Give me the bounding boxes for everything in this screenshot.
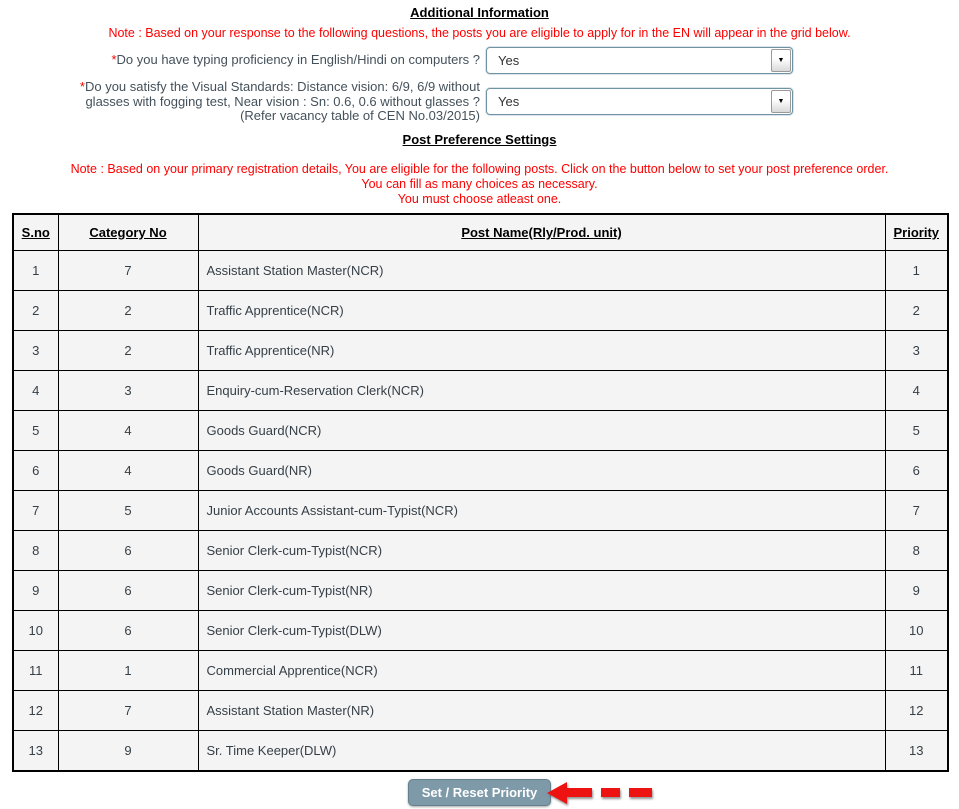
category-cell: 4 (58, 411, 198, 451)
priority-cell: 11 (885, 651, 948, 691)
sno-cell: 9 (13, 571, 58, 611)
post-preference-note-2: You can fill as many choices as necessary. (361, 176, 598, 191)
sno-cell: 7 (13, 491, 58, 531)
priority-cell: 9 (885, 571, 948, 611)
category-cell: 2 (58, 291, 198, 331)
post-name-cell: Enquiry-cum-Reservation Clerk(NCR) (198, 371, 885, 411)
visual-standards-select[interactable] (486, 88, 793, 115)
question-visual-standards-row (12, 80, 947, 124)
header-priority: Priority (885, 214, 948, 251)
category-cell: 5 (58, 491, 198, 531)
post-preference-note-3: You must choose atleast one. (397, 191, 562, 206)
category-cell: 7 (58, 251, 198, 291)
category-cell: 3 (58, 371, 198, 411)
table-row (13, 371, 948, 411)
arrow-dash (629, 788, 652, 797)
table-row (13, 531, 948, 571)
table-row (13, 251, 948, 291)
question-visual-standards-label (12, 80, 480, 124)
category-cell: 6 (58, 611, 198, 651)
priority-cell: 8 (885, 531, 948, 571)
question-typing-proficiency-row (12, 47, 947, 74)
post-name-cell: Goods Guard(NCR) (198, 411, 885, 451)
post-name-cell: Traffic Apprentice(NCR) (198, 291, 885, 331)
table-row (13, 571, 948, 611)
arrow-left-icon (547, 782, 652, 804)
category-cell: 6 (58, 531, 198, 571)
sno-cell: 12 (13, 691, 58, 731)
set-reset-priority-button[interactable]: Set / Reset Priority (408, 779, 552, 806)
question-text-line-1: *Do you satisfy the Visual Standards: Distance vision: 6/9, 6/9 without (79, 79, 480, 94)
priority-cell: 10 (885, 611, 948, 651)
post-name-cell: Sr. Time Keeper(DLW) (198, 731, 885, 771)
sno-cell: 2 (13, 291, 58, 331)
question-text-line-2: glasses with fogging test, Near vision : Sn: 0.6, 0.6 without glasses ? (85, 93, 480, 109)
post-name-cell: Senior Clerk-cum-Typist(DLW) (198, 611, 885, 651)
post-preference-notes (12, 162, 947, 207)
table-row (13, 411, 948, 451)
table-row (13, 451, 948, 491)
question-text: Do you have typing proficiency in English/Hindi on computers ? (116, 52, 480, 68)
arrow-head (547, 782, 567, 804)
category-cell: 7 (58, 691, 198, 731)
post-name-cell: Assistant Station Master(NCR) (198, 251, 885, 291)
typing-proficiency-selected-value: Yes (498, 53, 520, 68)
question-text-line-3: (Refer vacancy table of CEN No.03/2015) (240, 108, 480, 123)
sno-cell: 8 (13, 531, 58, 571)
table-row (13, 611, 948, 651)
sno-cell: 5 (13, 411, 58, 451)
priority-cell: 7 (885, 491, 948, 531)
table-header-row (13, 214, 948, 251)
table-row (13, 731, 948, 771)
category-cell: 4 (58, 451, 198, 491)
sno-cell: 6 (13, 451, 58, 491)
sno-cell: 10 (13, 611, 58, 651)
table-row (13, 691, 948, 731)
sno-cell: 3 (13, 331, 58, 371)
post-name-cell: Senior Clerk-cum-Typist(NCR) (198, 531, 885, 571)
header-sno: S.no (13, 214, 58, 251)
required-asterisk: * (111, 52, 117, 68)
priority-cell: 12 (885, 691, 948, 731)
priority-cell: 6 (885, 451, 948, 491)
post-name-cell: Traffic Apprentice(NR) (198, 331, 885, 371)
post-name-cell: Assistant Station Master(NR) (198, 691, 885, 731)
post-name-cell: Junior Accounts Assistant-cum-Typist(NCR) (198, 491, 885, 531)
button-row (12, 779, 947, 809)
table-row (13, 491, 948, 531)
arrow-bar (567, 788, 592, 797)
category-cell: 1 (58, 651, 198, 691)
priority-cell: 4 (885, 371, 948, 411)
typing-proficiency-select[interactable] (486, 47, 793, 74)
table-row (13, 291, 948, 331)
post-preference-settings-title: Post Preference Settings (402, 131, 557, 147)
additional-information-note: Note : Based on your response to the following questions, the posts you are eligible to apply for in the EN will appear in the grid below. (108, 26, 851, 40)
priority-cell: 3 (885, 331, 948, 371)
sno-cell: 11 (13, 651, 58, 691)
sno-cell: 13 (13, 731, 58, 771)
post-name-cell: Commercial Apprentice(NCR) (198, 651, 885, 691)
page-container (12, 5, 947, 809)
priority-cell: 5 (885, 411, 948, 451)
priority-cell: 1 (885, 251, 948, 291)
table-row (13, 331, 948, 371)
category-cell: 9 (58, 731, 198, 771)
priority-cell: 13 (885, 731, 948, 771)
chevron-down-icon[interactable]: ▼ (771, 49, 791, 72)
sno-cell: 1 (13, 251, 58, 291)
required-asterisk: * (79, 79, 85, 94)
visual-standards-selected-value: Yes (498, 94, 520, 110)
additional-information-title: Additional Information (410, 5, 549, 20)
table-row (13, 651, 948, 691)
post-preference-table (12, 213, 949, 772)
question-typing-proficiency-label (12, 53, 480, 68)
sno-cell: 4 (13, 371, 58, 411)
header-category-no: Category No (58, 214, 198, 251)
header-post-name: Post Name(Rly/Prod. unit) (198, 214, 885, 251)
priority-cell: 2 (885, 291, 948, 331)
post-preference-note-1: Note : Based on your primary registration details, You are eligible for the following posts. Click on the button below to set your post preference order. (70, 161, 889, 176)
category-cell: 6 (58, 571, 198, 611)
post-name-cell: Goods Guard(NR) (198, 451, 885, 491)
arrow-dash (601, 788, 620, 797)
post-name-cell: Senior Clerk-cum-Typist(NR) (198, 571, 885, 611)
category-cell: 2 (58, 331, 198, 371)
chevron-down-icon[interactable]: ▼ (771, 90, 791, 113)
